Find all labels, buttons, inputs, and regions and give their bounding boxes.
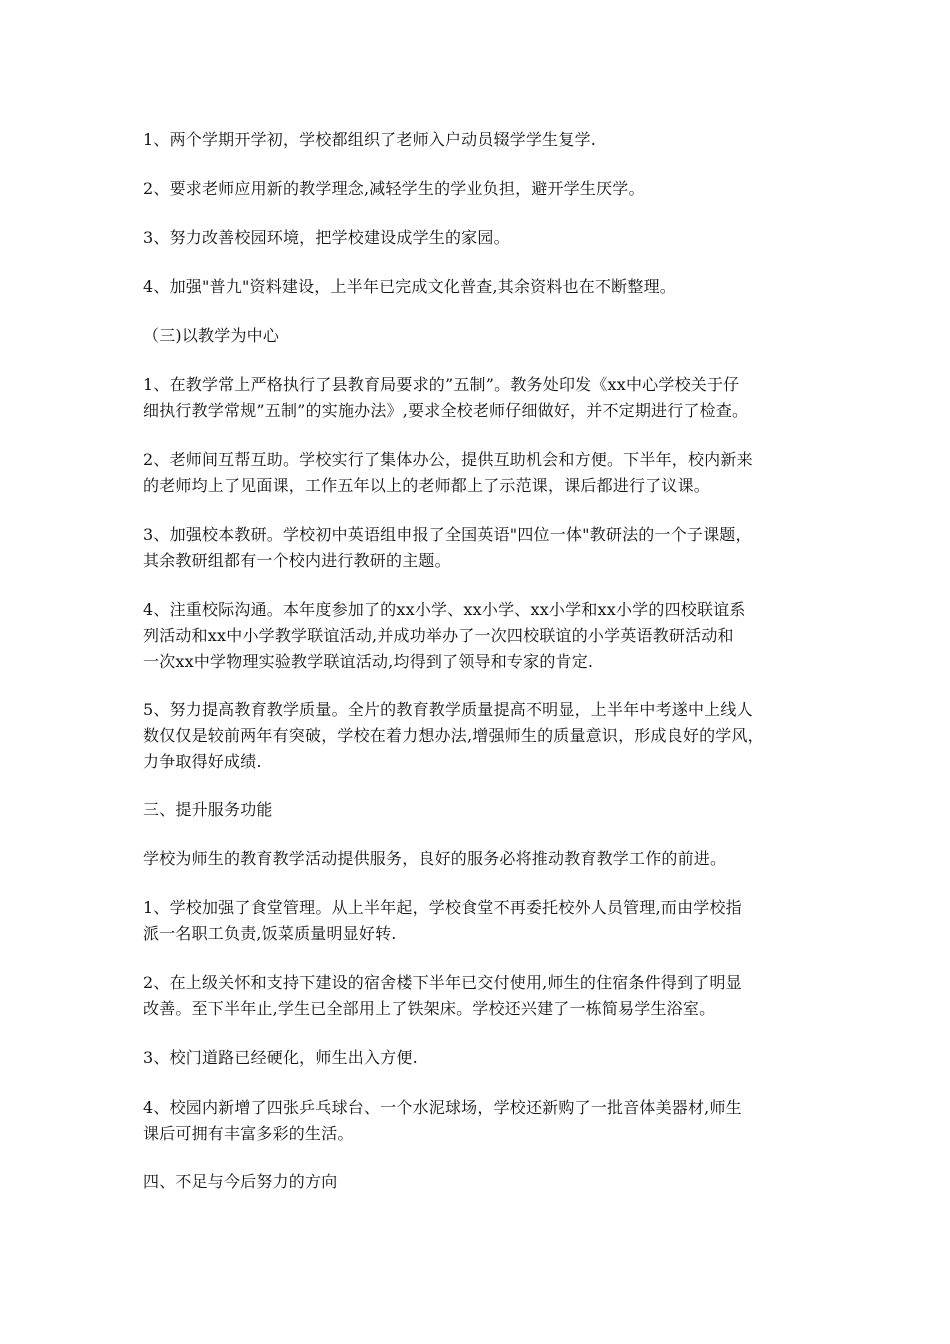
text-line: 力争取得好成绩.: [143, 752, 262, 771]
text-line: （三)以教学为中心: [143, 326, 280, 345]
text-line: 2、老师间互帮互助。学校实行了集体办公，提供互助机会和方便。下半年，校内新来: [143, 450, 753, 469]
text-line: 其余教研组都有一个校内进行教研的主题。: [143, 551, 451, 570]
paragraph: [143, 1045, 823, 1071]
paragraph: [143, 372, 823, 424]
section-heading: [143, 1169, 823, 1195]
paragraph: [143, 522, 823, 574]
paragraph: [143, 176, 823, 202]
text-line: 1、在教学常上严格执行了县教育局要求的”五制”。教务处印发《xx中心学校关于仔: [143, 375, 740, 394]
text-line: 改善。至下半年止,学生已全部用上了铁架床。学校还兴建了一栋简易学生浴室。: [143, 999, 716, 1018]
section-heading: [143, 323, 823, 349]
text-line: 3、努力改善校园环境，把学校建设成学生的家园。: [143, 228, 510, 247]
text-line: 3、加强校本教研。学校初中英语组申报了全国英语"四位一体"教研法的一个子课题，: [143, 525, 752, 544]
paragraph: [143, 127, 823, 153]
text-line: 的老师均上了见面课，工作五年以上的老师都上了示范课，课后都进行了议课。: [143, 476, 711, 495]
paragraph: [143, 225, 823, 251]
text-line: 5、努力提高教育教学质量。全片的教育教学质量提高不明显，上半年中考遂中上线人: [143, 700, 753, 719]
text-line: 4、加强"普九"资料建设，上半年已完成文化普查,其余资料也在不断整理。: [143, 277, 676, 296]
text-line: 细执行教学常规”五制”的实施办法》,要求全校老师仔细做好，并不定期进行了检查。: [143, 401, 749, 420]
paragraph: [143, 447, 823, 499]
paragraph: [143, 697, 823, 775]
text-line: 课后可拥有丰富多彩的生活。: [143, 1124, 354, 1143]
text-line: 1、两个学期开学初，学校都组织了老师入户动员辍学学生复学.: [143, 130, 597, 149]
text-line: 数仅仅是较前两年有突破，学校在着力想办法,增强师生的质量意识，形成良好的学风，: [143, 726, 764, 745]
text-line: 4、校园内新增了四张乒乓球台、一个水泥球场，学校还新购了一批音体美器材,师生: [143, 1098, 742, 1117]
paragraph: [143, 895, 823, 947]
text-line: 三、提升服务功能: [143, 800, 273, 819]
text-line: 一次xx中学物理实验教学联谊活动,均得到了领导和专家的肯定.: [143, 652, 594, 671]
section-heading: [143, 797, 823, 823]
text-line: 3、校门道路已经硬化，师生出入方便.: [143, 1048, 418, 1067]
text-line: 派一名职工负责,饭菜质量明显好转.: [143, 924, 397, 943]
text-line: 4、注重校际沟通。本年度参加了的xx小学、xx小学、xx小学和xx小学的四校联谊系: [143, 600, 746, 619]
text-line: 2、要求老师应用新的教学理念,减轻学生的学业负担，避开学生厌学。: [143, 179, 645, 198]
paragraph: [143, 274, 823, 300]
text-line: 2、在上级关怀和支持下建设的宿舍楼下半年已交付使用,师生的住宿条件得到了明显: [143, 973, 742, 992]
text-line: 学校为师生的教育教学活动提供服务，良好的服务必将推动教育教学工作的前进。: [143, 849, 727, 868]
text-line: 1、学校加强了食堂管理。从上半年起，学校食堂不再委托校外人员管理,而由学校指: [143, 898, 742, 917]
text-line: 四、不足与今后努力的方向: [143, 1172, 338, 1191]
paragraph: [143, 597, 823, 675]
paragraph: [143, 970, 823, 1022]
text-line: 列活动和xx中小学教学联谊活动,并成功举办了一次四校联谊的小学英语教研活动和: [143, 626, 734, 645]
paragraph: [143, 1095, 823, 1147]
paragraph: [143, 846, 823, 872]
